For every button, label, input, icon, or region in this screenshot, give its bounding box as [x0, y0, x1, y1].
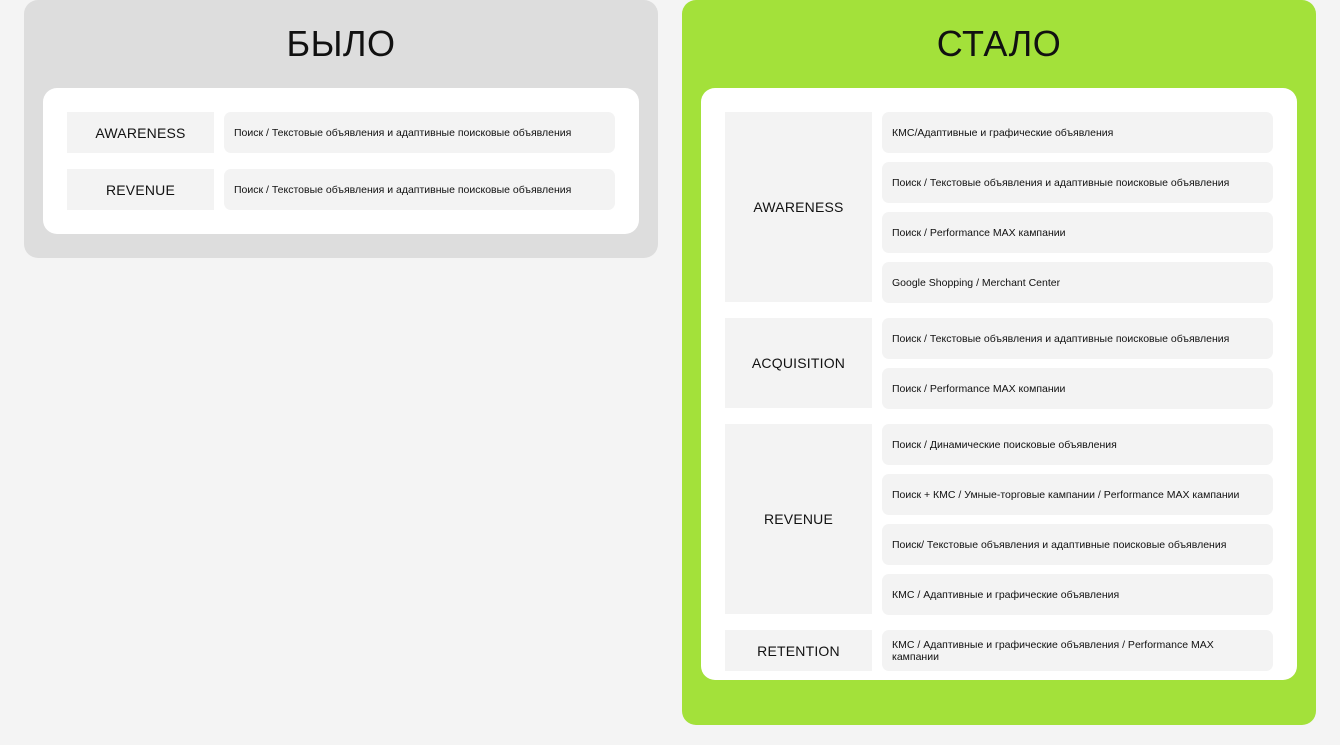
channel-item: КМС / Адаптивные и графические объявления — [882, 574, 1273, 615]
channel-item: Поиск / Performance MAX кампании — [882, 212, 1273, 253]
before-panel — [24, 0, 658, 258]
channel-item: Поиск + КМС / Умные-торговые кампании / Performance MAX кампании — [882, 474, 1273, 515]
channel-item: Поиск / Текстовые объявления и адаптивные поисковые объявления — [224, 112, 615, 153]
before-title: БЫЛО — [286, 23, 396, 64]
channel-item: Поиск / Performance MAX компании — [882, 368, 1273, 409]
stage-awareness: AWARENESS — [67, 112, 214, 153]
stage-awareness: AWARENESS — [725, 112, 872, 302]
channel-item: Google Shopping / Merchant Center — [882, 262, 1273, 303]
after-title: СТАЛО — [936, 23, 1062, 64]
channel-item: Поиск/ Текстовые объявления и адаптивные поисковые объявления — [882, 524, 1273, 565]
after-panel — [682, 0, 1316, 725]
stage-acquisition: ACQUISITION — [725, 318, 872, 408]
stage-revenue: REVENUE — [67, 169, 214, 210]
channel-item: КМС / Адаптивные и графические объявления / Performance MAX кампании — [882, 630, 1273, 671]
channel-item: Поиск / Динамические поисковые объявления — [882, 424, 1273, 465]
channel-item: Поиск / Текстовые объявления и адаптивные поисковые объявления — [882, 162, 1273, 203]
channel-item: Поиск / Текстовые объявления и адаптивные поисковые объявления — [224, 169, 615, 210]
channel-item: КМС/Адаптивные и графические объявления — [882, 112, 1273, 153]
stage-retention: RETENTION — [725, 630, 872, 671]
before-card — [43, 88, 639, 234]
after-card — [701, 88, 1297, 680]
stage-revenue: REVENUE — [725, 424, 872, 614]
channel-item: Поиск / Текстовые объявления и адаптивные поисковые объявления — [882, 318, 1273, 359]
